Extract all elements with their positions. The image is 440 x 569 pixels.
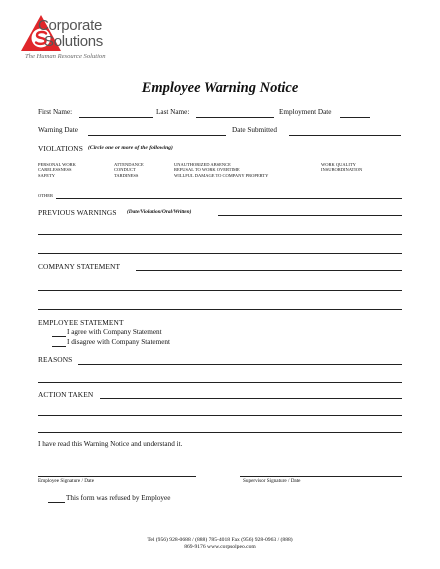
action-taken-line-2[interactable] bbox=[38, 415, 402, 416]
date-submitted-field[interactable] bbox=[289, 135, 401, 136]
violation-work-quality[interactable]: WORK QUALITY bbox=[321, 162, 356, 167]
agree-label: I agree with Company Statement bbox=[67, 328, 162, 336]
previous-warnings-line-3[interactable] bbox=[38, 253, 402, 254]
employment-date-field[interactable] bbox=[340, 117, 370, 118]
previous-warnings-field[interactable] bbox=[218, 215, 402, 216]
supervisor-signature-field[interactable] bbox=[240, 476, 402, 477]
employee-signature-label: Employee Signature / Date bbox=[38, 478, 95, 484]
violation-conduct[interactable]: CONDUCT bbox=[114, 167, 136, 173]
violations-col2 bbox=[114, 162, 144, 178]
agree-checkbox[interactable] bbox=[52, 336, 66, 337]
reasons-line-2[interactable] bbox=[38, 382, 402, 383]
footer-contact-line-2: 869-9176 www.corpsolpeo.com bbox=[184, 544, 256, 550]
violations-heading: VIOLATIONS bbox=[38, 144, 83, 153]
first-name-label: First Name: bbox=[38, 108, 73, 116]
refused-checkbox[interactable] bbox=[48, 502, 65, 503]
violation-carelessness[interactable]: CARELESSNESS bbox=[38, 167, 72, 173]
last-name-label: Last Name: bbox=[156, 108, 190, 116]
action-taken-line-3[interactable] bbox=[38, 432, 402, 433]
company-statement-line-3[interactable] bbox=[38, 309, 402, 310]
violation-insubordination[interactable]: INSUBORDINATION bbox=[321, 167, 363, 173]
violation-safety[interactable]: SAFETY bbox=[38, 172, 56, 178]
acknowledgement-text: I have read this Warning Notice and understand it. bbox=[38, 440, 183, 448]
other-field[interactable] bbox=[56, 198, 402, 199]
company-statement-field[interactable] bbox=[136, 270, 402, 271]
last-name-field[interactable] bbox=[196, 117, 274, 118]
date-submitted-label: Date Submitted bbox=[232, 126, 277, 134]
violation-personal-work[interactable]: PERSONAL WORK bbox=[38, 162, 76, 167]
company-statement-line-2[interactable] bbox=[38, 290, 402, 291]
brand-name-line1: Corporate bbox=[38, 17, 103, 34]
violation-attendance[interactable]: ATTENDANCE bbox=[114, 162, 144, 167]
warning-date-label: Warning Date bbox=[38, 126, 78, 134]
employee-signature-field[interactable] bbox=[38, 476, 196, 477]
violations-instruction: (Circle one or more of the following) bbox=[88, 145, 173, 151]
other-label: OTHER bbox=[38, 193, 53, 198]
violation-refusal-overtime[interactable]: REFUSAL TO WORK OVERTIME bbox=[174, 167, 240, 173]
violation-willful-damage[interactable]: WILLFUL DAMAGE TO COMPANY PROPERTY bbox=[174, 172, 269, 178]
brand-name-line2: Solutions bbox=[44, 33, 104, 50]
reasons-field[interactable] bbox=[78, 364, 402, 365]
footer-contact-line-1: Tel (956) 928-0688 / (888) 785-4018 Fax (956) 928-0963 / (888) bbox=[147, 537, 293, 543]
previous-warnings-line-2[interactable] bbox=[38, 234, 402, 235]
previous-warnings-heading: PREVIOUS WARNINGS bbox=[38, 208, 117, 217]
action-taken-field[interactable] bbox=[100, 398, 402, 399]
violations-col4 bbox=[321, 162, 362, 173]
company-statement-heading: COMPANY STATEMENT bbox=[38, 262, 121, 271]
violation-unauthorized-absence[interactable]: UNAUTHORIZED ABSENCE bbox=[174, 162, 231, 167]
reasons-heading: REASONS bbox=[38, 355, 73, 364]
warning-date-field[interactable] bbox=[88, 135, 226, 136]
first-name-field[interactable] bbox=[79, 117, 153, 118]
disagree-checkbox[interactable] bbox=[52, 346, 66, 347]
employment-date-label: Employment Date bbox=[279, 108, 332, 116]
violations-col1 bbox=[38, 162, 76, 178]
page-title: Employee Warning Notice bbox=[141, 80, 299, 96]
previous-warnings-note: (Date/Violation/Oral/Written) bbox=[127, 209, 192, 215]
action-taken-heading: ACTION TAKEN bbox=[38, 390, 94, 399]
employee-statement-heading: EMPLOYEE STATEMENT bbox=[38, 318, 124, 327]
refused-label: This form was refused by Employee bbox=[66, 494, 171, 502]
brand-tagline: The Human Resource Solution bbox=[25, 53, 106, 60]
violations-col3 bbox=[174, 162, 268, 178]
disagree-label: I disagree with Company Statement bbox=[67, 338, 170, 346]
supervisor-signature-label: Supervisor Signature / Date bbox=[243, 478, 301, 484]
violation-tardiness[interactable]: TARDINESS bbox=[114, 172, 139, 178]
